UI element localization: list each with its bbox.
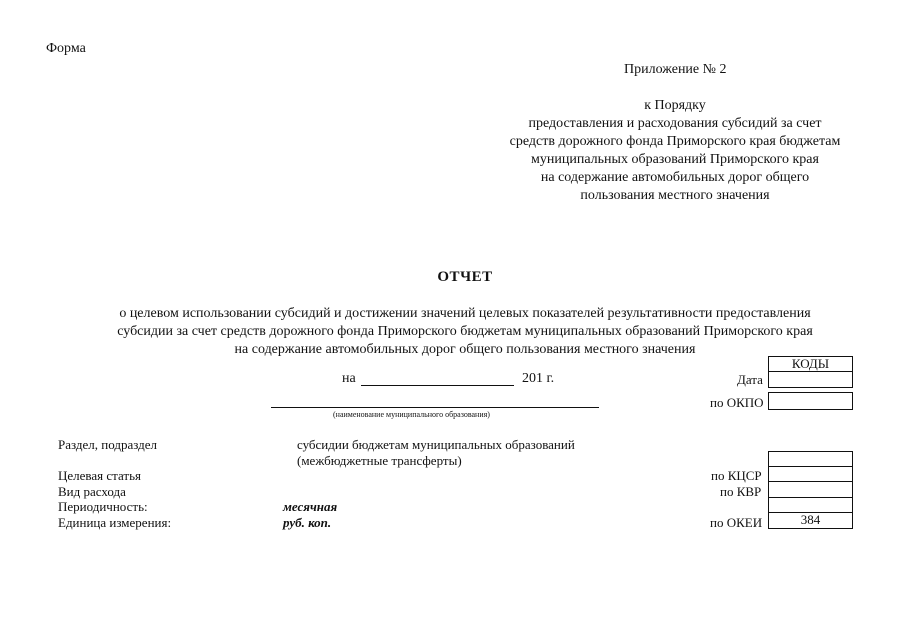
- appendix-line: предоставления и расходования субсидий за счет: [528, 116, 822, 131]
- unit-value: руб. коп.: [283, 515, 332, 530]
- section-value-line2: (межбюджетные трансферты): [297, 453, 462, 468]
- expense-type-label: Вид расхода: [58, 484, 126, 499]
- codes-date-label: Дата: [737, 372, 763, 387]
- periodicity-label: Периодичность:: [58, 499, 148, 514]
- date-prefix: на: [342, 371, 356, 386]
- codes-periodicity-cell[interactable]: [768, 497, 853, 513]
- codes-kcsr-cell[interactable]: [768, 466, 853, 482]
- appendix-line: пользования местного значения: [580, 188, 770, 203]
- codes-okpo-label: по ОКПО: [710, 395, 764, 410]
- unit-label: Единица измерения:: [58, 515, 172, 530]
- subtitle-line: на содержание автомобильных дорог общего пользования местного значения: [234, 342, 696, 357]
- date-suffix: 201 г.: [522, 371, 555, 386]
- appendix-line: средств дорожного фонда Приморского края бюджетам: [509, 134, 841, 149]
- codes-kcsr-label: по КЦСР: [711, 468, 762, 483]
- date-field[interactable]: [361, 385, 514, 386]
- section-label: Раздел, подраздел: [58, 437, 158, 452]
- report-subtitle: [40, 305, 890, 359]
- codes-date-cell[interactable]: [768, 371, 853, 388]
- codes-okpo-cell[interactable]: [768, 392, 853, 410]
- section-value-line1: субсидии бюджетам муниципальных образований: [297, 437, 575, 452]
- codes-kvr-cell[interactable]: [768, 481, 853, 498]
- subtitle-line: о целевом использовании субсидий и достижении значений целевых показателей результативности предоставления: [119, 306, 811, 321]
- municipality-field[interactable]: [271, 407, 599, 408]
- periodicity-value: месячная: [283, 499, 338, 514]
- codes-kvr-label: по КВР: [720, 484, 762, 499]
- codes-section-cell[interactable]: [768, 451, 853, 467]
- target-article-label: Целевая статья: [58, 468, 142, 483]
- report-title: ОТЧЕТ: [437, 269, 493, 285]
- codes-okei-cell[interactable]: 384: [768, 512, 853, 529]
- subtitle-line: субсидии за счет средств дорожного фонда Приморского бюджетам муниципальных образований Приморского края: [117, 324, 813, 339]
- appendix-block: [470, 97, 880, 205]
- municipality-caption: (наименование муниципального образования): [333, 410, 490, 419]
- codes-okei-label: по ОКЕИ: [710, 515, 763, 530]
- form-label: Форма: [46, 41, 86, 56]
- appendix-line: муниципальных образований Приморского края: [531, 152, 819, 167]
- appendix-line: на содержание автомобильных дорог общего: [540, 170, 810, 185]
- appendix-line: к Порядку: [644, 98, 706, 113]
- appendix-number: Приложение № 2: [624, 62, 727, 77]
- codes-header: КОДЫ: [768, 356, 853, 372]
